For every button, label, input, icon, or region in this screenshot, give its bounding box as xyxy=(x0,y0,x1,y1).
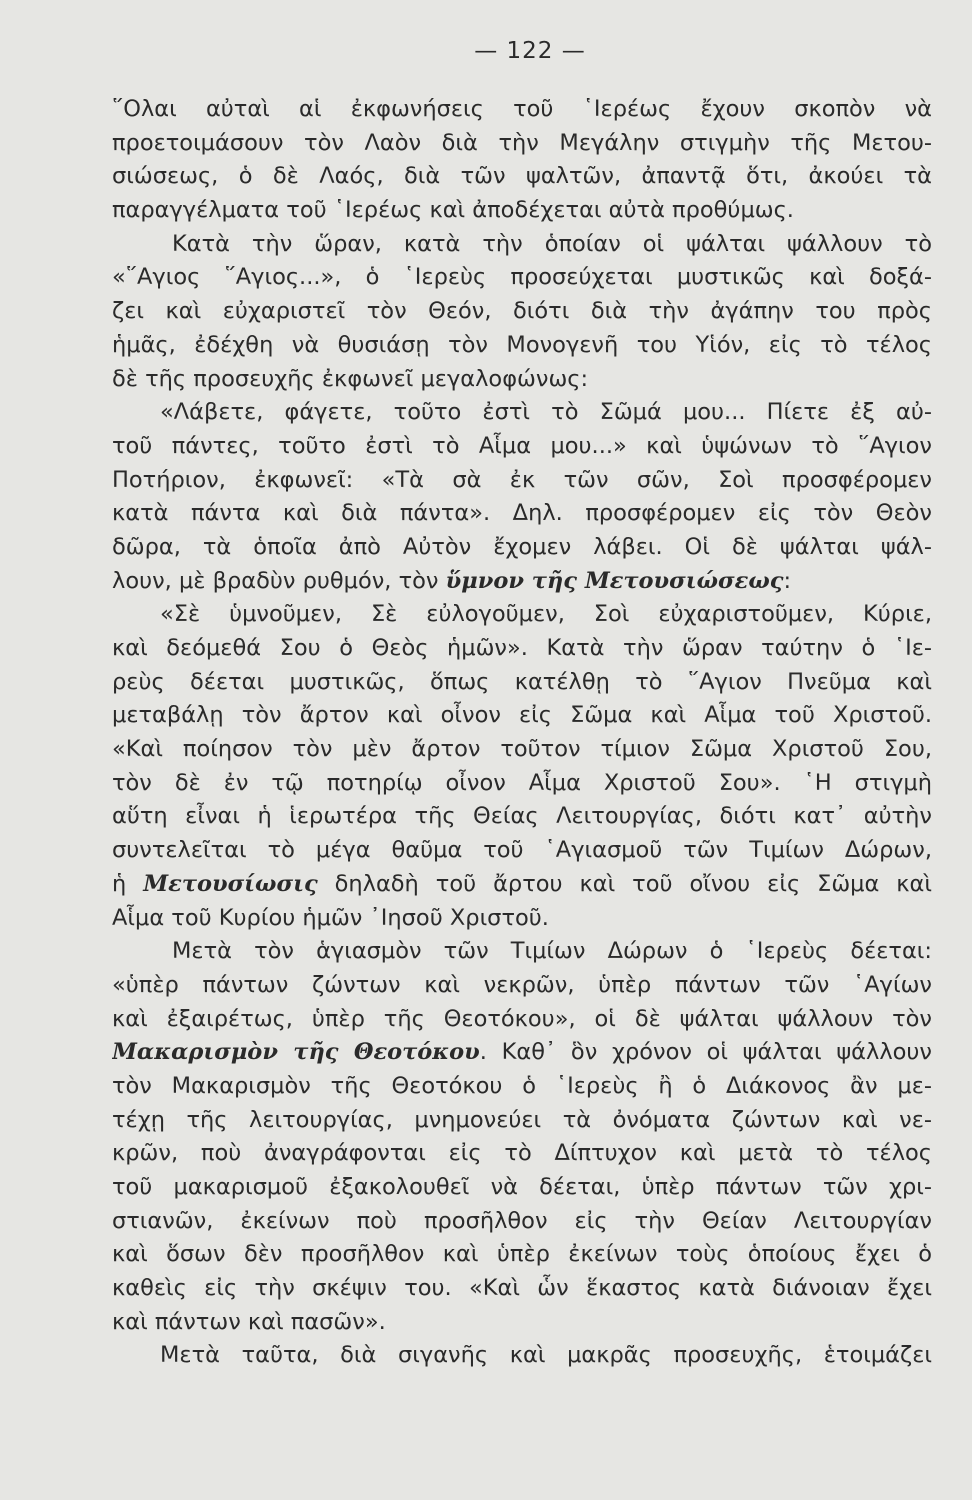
text-line: δὲ τῆς προσευχῆς ἐκφωνεῖ μεγαλοφώνως: xyxy=(112,365,589,392)
text-line: «Λάβετε, φάγετε, τοῦτο ἐστὶ τὸ Σῶμά μου... Πίετε ἐξ αὐ- xyxy=(160,399,932,426)
text-line: τοῦ μακαρισμοῦ ἐξακολουθεῖ νὰ δέεται, ὑπὲρ πάντων τῶν χρι- xyxy=(112,1174,932,1200)
body-text xyxy=(112,93,932,1373)
text-line: Αἷμα τοῦ Κυρίου ἡμῶν ᾽Ιησοῦ Χριστοῦ. xyxy=(112,904,549,931)
text-line: καθεὶς εἰς τὴν σκέψιν του. «Καὶ ὧν ἕκαστος κατὰ διάνοιαν ἔχει xyxy=(112,1275,932,1302)
text-line: αὕτη εἶναι ἡ ἱερωτέρα τῆς Θείας Λειτουργίας, διότι κατ᾽ αὐτὴν xyxy=(112,803,932,830)
text-line: παραγγέλματα τοῦ ῾Ιερέως καὶ ἀποδέχεται αὐτὰ προθύμως. xyxy=(112,197,794,224)
text-line: «Σὲ ὑμνοῦμεν, Σὲ εὐλογοῦμεν, Σοὶ εὐχαριστοῦμεν, Κύριε, xyxy=(160,601,932,628)
text-line: Μετὰ τὸν ἁγιασμὸν τῶν Τιμίων Δώρων ὁ ῾Ιερεὺς δέεται: xyxy=(172,938,932,965)
text-line: «ὑπὲρ πάντων ζώντων καὶ νεκρῶν, ὑπὲρ πάντων τῶν ῾Αγίων xyxy=(112,971,932,998)
text-line: καὶ δεόμεθά Σου ὁ Θεὸς ἡμῶν». Κατὰ τὴν ὥραν ταύτην ὁ ῾Ιε- xyxy=(112,635,932,661)
text-line: ζει καὶ εὐχαριστεῖ τὸν Θεόν, διότι διὰ τὴν ἀγάπην του πρὸς xyxy=(112,298,932,325)
text-line: σιώσεως, ὁ δὲ Λαός, διὰ τῶν ψαλτῶν, ἀπαντᾷ ὅτι, ἀκούει τὰ xyxy=(112,163,932,190)
text-line: ρεὺς δέεται μυστικῶς, ὅπως κατέλθῃ τὸ ῞Αγιον Πνεῦμα καὶ xyxy=(112,668,932,695)
text-line: Μακαρισμὸν τῆς Θεοτόκου. Καθ᾽ ὃν χρόνον οἱ ψάλται ψάλλουν xyxy=(112,1039,932,1066)
text-line: δῶρα, τὰ ὁποῖα ἀπὸ Αὐτὸν ἔχομεν λάβει. Οἱ δὲ ψάλται ψάλ- xyxy=(112,533,932,560)
text-line: καὶ πάντων καὶ πασῶν». xyxy=(112,1308,386,1335)
text-line: κρῶν, ποὺ ἀναγράφονται εἰς τὸ Δίπτυχον καὶ μετὰ τὸ τέλος xyxy=(112,1140,932,1167)
text-line: τέχῃ τῆς λειτουργίας, μνημονεύει τὰ ὀνόματα ζώντων καὶ νε- xyxy=(112,1106,932,1133)
text-line: «῞Αγιος ῞Αγιος...», ὁ ῾Ιερεὺς προσεύχεται μυστικῶς καὶ δοξά- xyxy=(112,264,932,291)
italic-term: Μετουσίωσις xyxy=(143,870,318,897)
text-line: τοῦ πάντες, τοῦτο ἐστὶ τὸ Αἷμα μου...» καὶ ὑψώνων τὸ ῞Αγιον xyxy=(112,432,932,459)
text-line: τὸν δὲ ἐν τῷ ποτηρίῳ οἶνον Αἷμα Χριστοῦ Σου». ῾Η στιγμὴ xyxy=(112,769,932,796)
text-line: καὶ ὅσων δὲν προσῆλθον καὶ ὑπὲρ ἐκείνων τοὺς ὁποίους ἔχει ὁ xyxy=(112,1241,932,1268)
text-line: ῞Ολαι αὐταὶ αἱ ἐκφωνήσεις τοῦ ῾Ιερέως ἔχουν σκοπὸν νὰ xyxy=(112,96,932,122)
text-line: τὸν Μακαρισμὸν τῆς Θεοτόκου ὁ ῾Ιερεὺς ἢ ὁ Διάκονος ἂν με- xyxy=(112,1072,932,1099)
text-line: Κατὰ τὴν ὥραν, κατὰ τὴν ὁποίαν οἱ ψάλται ψάλλουν τὸ xyxy=(172,230,932,257)
text-line: μεταβάλῃ τὸν ἄρτον καὶ οἶνον εἰς Σῶμα καὶ Αἷμα τοῦ Χριστοῦ. xyxy=(112,702,932,729)
text-line: συντελεῖται τὸ μέγα θαῦμα τοῦ ῾Αγιασμοῦ τῶν Τιμίων Δώρων, xyxy=(112,837,932,864)
italic-title: Μακαρισμὸν τῆς Θεοτόκου xyxy=(112,1039,480,1066)
text-line: ἡ Μετουσίωσις δηλαδὴ τοῦ ἄρτου καὶ τοῦ οἴνου εἰς Σῶμα καὶ xyxy=(112,870,932,897)
text-line: προετοιμάσουν τὸν Λαὸν διὰ τὴν Μεγάλην στιγμὴν τῆς Μετου- xyxy=(112,129,932,156)
italic-title: ὕμνον τῆς Μετουσιώσεως xyxy=(445,567,784,594)
text-line: καὶ ἐξαιρέτως, ὑπὲρ τῆς Θεοτόκου», οἱ δὲ ψάλται ψάλλουν τὸν xyxy=(112,1005,932,1032)
text-line: στιανῶν, ἐκείνων ποὺ προσῆλθον εἰς τὴν Θείαν Λειτουργίαν xyxy=(112,1207,932,1234)
text-line: κατὰ πάντα καὶ διὰ πάντα». Δηλ. προσφέρομεν εἰς τὸν Θεὸν xyxy=(112,500,932,527)
text-line: Ποτήριον, ἐκφωνεῖ: «Τὰ σὰ ἐκ τῶν σῶν, Σοὶ προσφέρομεν xyxy=(112,466,932,493)
text-line: Μετὰ ταῦτα, διὰ σιγανῆς καὶ μακρᾶς προσευχῆς, ἑτοιμάζει xyxy=(160,1342,932,1369)
page-number: — 122 — xyxy=(474,38,586,64)
text-line: «Καὶ ποίησον τὸν μὲν ἄρτον τοῦτον τίμιον Σῶμα Χριστοῦ Σου, xyxy=(112,736,932,763)
text-line: λουν, μὲ βραδὺν ρυθμόν, τὸν ὕμνον τῆς Μετουσιώσεως: xyxy=(112,567,792,594)
text-line: ἡμᾶς, ἐδέχθη νὰ θυσιάσῃ τὸν Μονογενῆ του Υἱόν, εἰς τὸ τέλος xyxy=(112,331,932,358)
